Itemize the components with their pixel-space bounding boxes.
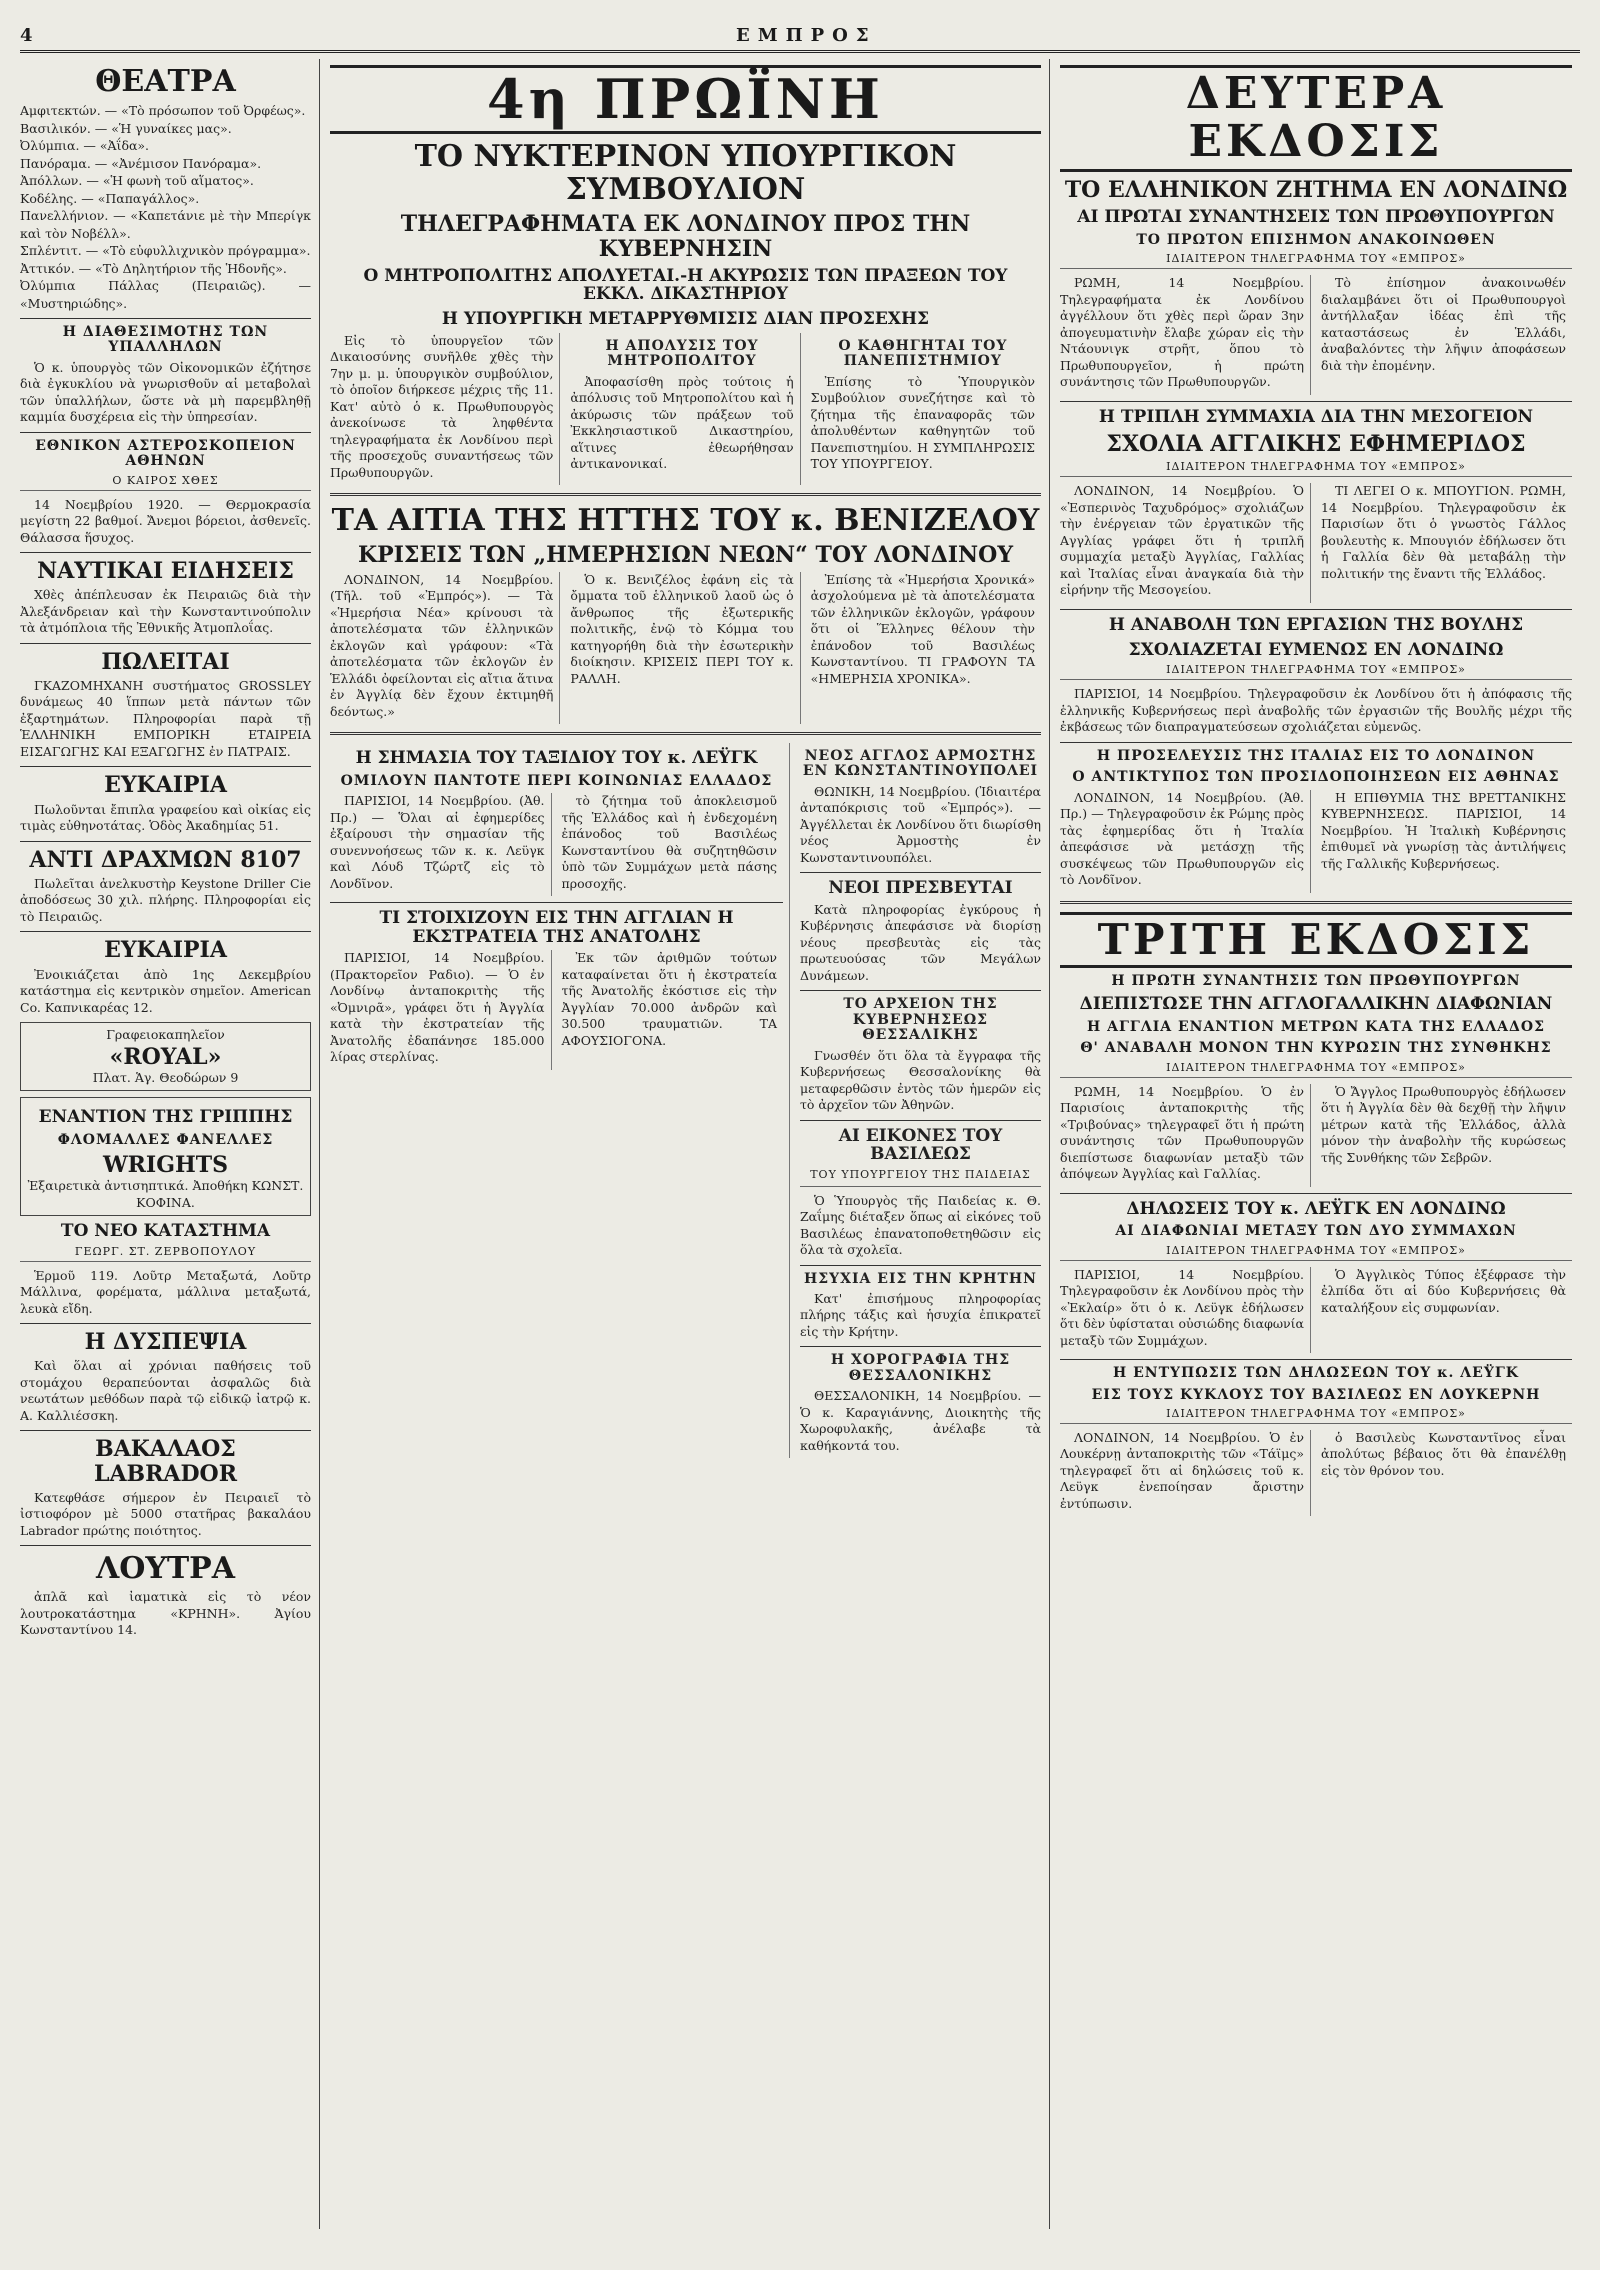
item-heading: Η ΧΟΡΟΓΡΑΦΙΑ ΤΗΣ ΘΕΣΣΑΛΟΝΙΚΗΣ [830,1352,1011,1384]
third-credit: ΙΔΙΑΙΤΕΡΟΝ ΤΗΛΕΓΡΑΦΗΜΑ ΤΟΥ «ΕΜΠΡΟΣ» [1060,1061,1572,1078]
right-column [1060,59,1580,2229]
list-item: Ὀλύμπια. — «Ἀΐδα». [20,138,150,153]
item-heading: ΑΝΤΙ ΔΡΑΧΜΩΝ 8107 [29,846,302,873]
story-credit: ΙΔΙΑΙΤΕΡΟΝ ΤΗΛΕΓΡΑΦΗΜΑ ΤΟΥ «ΕΜΠΡΟΣ» [1060,252,1572,269]
story-text: ΡΩΜΗ, 14 Νοεμβρίου. Ὁ ἐν Παρισίοις ἀνταποκριτὴς τῆς «Τριβούνας» τηλεγραφεῖ ὅτι ἡ πρώτη συνάντησις τῶν Πρωθυπουργῶν διεπίστωσε διαφωνίαν μεταξὺ τῶν ἀπόψεων Ἀγγλίας καὶ Γαλλίας. [1060,1083,1304,1182]
list-item: Βασιλικόν. — «Ἡ γυναίκες μας». [20,120,232,136]
story-text: Ἀποφασίσθη πρὸς τούτοις ἡ ἀπόλυσις τοῦ Μητροπολίτου καὶ ἡ ἀκύρωσις τῶν πράξεων τοῦ Ἐκκλησιαστικοῦ Δικαστηρίου, αἵτινες ἐθεωρήθησαν ἀντικανονικαί. [570,373,794,472]
story-title: ΤΟ ΝΥΚΤΕΡΙΝΟΝ ΥΠΟΥΡΓΙΚΟΝ ΣΥΜΒΟΥΛΙΟΝ [414,139,957,208]
story-text: Ὁ κ. Βενιζέλος ἐφάνη εἰς τὰ ὄμματα τοῦ ἑλληνικοῦ λαοῦ ὡς ὁ ἄνθρωπος τῆς ἐξωτερικῆς πολιτικῆς, ἐνῷ τὸ Κόμμα του κατηγορήθη διὰ τὴν ἐσωτερικὴν διοίκησιν. ΚΡΙΣΕΙΣ ΠΕΡΙ ΤΟΥ κ. ΡΑΛΛΗ. [570,571,794,686]
story-text: ΛΟΝΔΙΝΟΝ, 14 Νοεμβρίου. (Ἀθ. Πρ.) — Τηλεγραφοῦσιν ἐκ Ρώμης πρὸς τὰς ἐφημερίδας ὅτι ἡ Ἰταλία ἀπεφάσισε νὰ μετάσχῃ τῆς συσκέψεως τῶν Πρωθυπουργῶν εἰς τὸ Λονδῖνον. [1060,789,1304,888]
third-deck-2: Θ' ΑΝΑΒΑΛΗ ΜΟΝΟΝ ΤΗΝ ΚΥΡΩΣΙΝ ΤΗΣ ΣΥΝΘΗΚΗΣ [1080,1040,1552,1057]
item-sub: Ο ΚΑΙΡΟΣ ΧΘΕΣ [20,474,311,491]
wrights-ad [20,1097,311,1216]
item-text: ΘΩΝΙΚΗ, 14 Νοεμβρίου. (Ἰδιαιτέρα ἀνταπόκρισις τοῦ «Ἐμπρός»). — Ἀγγέλλεται ἐκ Λονδίνου ὅτι διωρίσθη νέος Ἀρμοστὴς ἐν Κωνσταντινουπόλει. [800,783,1041,865]
item-text: Κατ' ἐπισήμους πληροφορίας πλήρης τάξις καὶ ἡσυχία ἐπικρατεῖ εἰς τὴν Κρήτην. [800,1290,1041,1339]
story-deck-2: Η ΥΠΟΥΡΓΙΚΗ ΜΕΤΑΡΡΥΘΜΙΣΙΣ ΔΙΑΝ ΠΡΟΣΕΧΗΣ [441,309,930,330]
story-text: Ὁ Ἀγγλικὸς Τύπος ἐξέφρασε τὴν ἐλπίδα ὅτι αἱ δύο Κυβερνήσεις θὰ καταλήξουν εἰς συμφωνίαν. [1321,1266,1566,1315]
wrights-heading: ΕΝΑΝΤΙΟΝ ΤΗΣ ΓΡΙΠΠΗΣ [38,1107,293,1127]
triple-subtitle: ΣΧΟΛΙΑ ΑΓΓΛΙΚΗΣ ΕΦΗΜΕΡΙΔΟΣ [1106,431,1526,458]
leygues-body [330,793,783,896]
item-text: ΘΕΣΣΑΛΟΝΙΚΗ, 14 Νοεμβρίου. — Ὁ κ. Καραγιάννης, Διοικητὴς τῆς Χωροφυλακῆς, ἀνέλαβε τὰ καθήκοντά του. [800,1388,1041,1453]
story-text: ΛΟΝΔΙΝΟΝ, 14 Νοεμβρίου. Ὁ ἐν Λουκέρνῃ ἀνταποκριτὴς τῶν «Τάϊμς» τηλεγραφεῖ ὅτι αἱ δηλώσεις τοῦ κ. Λεϋγκ ἐνεποίησαν ἄριστην ἐντύπωσιν. [1060,1429,1304,1511]
declarations-subtitle: ΑΙ ΔΙΑΦΩΝΙΑΙ ΜΕΤΑΞΥ ΤΩΝ ΔΥΟ ΣΥΜΜΑΧΩΝ [1115,1223,1517,1240]
leygues-subtitle: ΟΜΙΛΟΥΝ ΠΑΝΤΟΤΕ ΠΕΡΙ ΚΟΙΝΩΝΙΑΣ ΕΛΛΑΔΟΣ [340,772,773,789]
theatre-heading: ΘΕΑΤΡΑ [95,64,236,99]
italy-body [1060,790,1572,893]
parliament-title: Η ΑΝΑΒΟΛΗ ΤΩΝ ΕΡΓΑΣΙΩΝ ΤΗΣ ΒΟΥΛΗΣ [1108,614,1524,635]
story-text: Ἐκ τῶν ἀριθμῶν τούτων καταφαίνεται ὅτι ἡ ἐκστρατεία τῆς Ἀνατολῆς ἐκόστισε εἰς τὴν Ἀγγλίαν 70.000 ἀνδρῶν καὶ 30.500 τραυματιῶν. ΤΑ ΑΦΟΥΣΙΟΓΟΝΑ. [561,950,777,1048]
story-text: ὁ Βασιλεὺς Κωνσταντῖνος εἶναι ἀπολύτως βέβαιος ὅτι θὰ ἐπανέλθῃ εἰς τὸν θρόνον του. [1321,1429,1566,1478]
impressions-body [1060,1430,1572,1517]
item-text: Ἐνοικιάζεται ἀπὸ 1ης Δεκεμβρίου κατάστημα εἰς κεντρικὸν σημεῖον. American Co. Καπνικαρέας 12. [20,966,311,1015]
story-text: Εἰς τὸ ὑπουργεῖον τῶν Δικαιοσύνης συνῆλθε χθὲς τὴν 7ην μ. μ. ὑπουργικὸν συμβούλιον, τὸ ὁποῖον διήρκεσε μέχρις τῆς 11. Κατ' αὐτὸ ὁ κ. Πρωθυπουργὸς ἀνεκοίνωσε τὰ ληφθέντα τηλεγραφήματα ἐκ Λονδίνου περὶ τῆς προσεχοῦς συναντήσεως τῶν Πρωθυπουργῶν. [330,332,554,480]
italy-title: Η ΠΡΟΣΕΛΕΥΣΙΣ ΤΗΣ ΙΤΑΛΙΑΣ ΕΙΣ ΤΟ ΛΟΝΔΙΝΟΝ [1096,747,1536,764]
item-heading: ΕΘΝΙΚΟΝ ΑΣΤΕΡΟΣΚΟΠΕΙΟΝ ΑΘΗΝΩΝ [35,437,296,470]
list-item: Ἀπόλλων. — «Ἡ φωνὴ τοῦ αἵματος». [20,173,254,188]
story-text: ΛΟΝΔΙΝΟΝ, 14 Νοεμβρίου. (Τῆλ. τοῦ «Ἐμπρός»). — Τὰ «Ἡμερήσια Νέα» κρίνουσι τὰ ἀποτελέσματα τῶν ἑλληνικῶν ἐκλογῶν καὶ γράφουν: «Τὰ ἀποτελέσματα τῶν ἐκλογῶν ἐν Ἑλλάδι ὀφείλονται εἰς αἴτια ἅτινα ἐν Ἀγγλίᾳ δὲν ἔχουν ἐκτιμηθῆ δεόντως.» [330,571,554,719]
list-item: Κοδέλης. — «Παπαγάλλος». [20,190,200,206]
story-subtitle: ΑΙ ΠΡΩΤΑΙ ΣΥΝΑΝΤΗΣΕΙΣ ΤΩΝ ΠΡΩΘΥΠΟΥΡΓΩΝ [1077,206,1555,227]
royal-ad [20,1022,311,1091]
royal-name: «ROYAL» [109,1043,222,1070]
bakalaos-heading: ΒΑΚΑΛΑΟΣ LABRADOR [93,1436,237,1487]
item-heading: ΕΥΚΑΙΡΙΑ [104,937,227,964]
story-body [1060,275,1572,395]
masthead [20,20,1580,53]
store-text: Ἑρμοῦ 119. Λοῦτρ Μεταξωτά, Λοῦτρ Μάλλινα, φορέματα, μάλλινα μεταξωτά, λευκὰ εἴδη. [20,1267,311,1316]
dyspepsia-text: Καὶ ὅλαι αἱ χρόνιαι παθήσεις τοῦ στομάχου θεραπεύονται ἀσφαλῶς διὰ νεωτάτων μεθόδων παρὰ τῷ εἰδικῷ ἰατρῷ κ. Α. Καλλιέσσκη. [20,1358,311,1423]
story-heading: Ο ΚΑΘΗΓΗΤΑΙ ΤΟΥ ΠΑΝΕΠΙΣΤΗΜΙΟΥ [838,337,1008,370]
impressions-subtitle: ΕΙΣ ΤΟΥΣ ΚΥΚΛΟΥΣ ΤΟΥ ΒΑΣΙΛΕΩΣ ΕΝ ΛΟΥΚΕΡΝΗ [1091,1386,1541,1403]
loutra-text: ἀπλᾶ καὶ ἰαματικὰ εἰς τὸ νέον λουτροκατάστημα «ΚΡΗΝΗ». Ἀγίου Κωνσταντίνου 14. [20,1589,311,1638]
store-heading: ΤΟ ΝΕΟ ΚΑΤΑΣΤΗΜΑ [60,1221,271,1242]
third-edition-banner: ΤΡΙΤΗ ΕΚΔΟΣΙΣ [1060,912,1572,968]
third-subtitle: ΔΙΕΠΙΣΤΩΣΕ ΤΗΝ ΑΓΓΛΟΓΑΛΛΙΚΗΝ ΔΙΑΦΩΝΙΑΝ [1079,994,1553,1015]
item-heading: ΝΕΟΙ ΠΡΕΣΒΕΥΤΑΙ [828,878,1013,899]
story-text: Ὁ Ἄγγλος Πρωθυπουργὸς ἐδήλωσεν ὅτι ἡ Ἀγγλία δὲν θὰ δεχθῇ τὴν λῆψιν μέτρων κατὰ τῆς Ἑλλάδος, ἀλλὰ μόνον τὴν ἀναβολὴν τῆς κυρώσεως τῆς Συνθήκης τῶν Σεβρῶν. [1321,1083,1566,1165]
item-heading: ΗΣΥΧΙΑ ΕΙΣ ΤΗΝ ΚΡΗΤΗΝ [804,1270,1037,1287]
item-text: Χθὲς ἀπέπλευσαν ἐκ Πειραιῶς διὰ τὴν Ἀλεξάνδρειαν καὶ τὴν Κωνσταντινούπολιν τὰ ἀτμόπλοια τῆς Ἐθνικῆς Ἀτμοπλοΐας. [20,587,311,636]
story-title: ΤΟ ΕΛΛΗΝΙΚΟΝ ΖΗΤΗΜΑ ΕΝ ΛΟΝΔΙΝΩ [1064,176,1568,203]
list-item: Πανόραμα. — «Ἀνέμισον Πανόραμα». [20,155,262,171]
third-body [1060,1084,1572,1187]
item-text: Πωλεῖται ἀνελκυστὴρ Keystone Driller Cie ἀποδόσεως 30 χιλ. πλήρης. Πληροφορίαι εἰς τὸ Πειραιῶς. [20,875,311,924]
story-body [330,333,1041,486]
second-edition-banner: ΔΕΥΤΕΡΑ ΕΚΔΟΣΙΣ [1060,65,1572,172]
item-text: Πωλοῦνται ἔπιπλα γραφείου καὶ οἰκίας εἰς τιμὰς εὐθηνοτάτας. Ὁδὸς Ἀκαδημίας 51. [20,801,311,834]
story-text: Ἐπίσης τὸ Ὑπουργικὸν Συμβούλιον συνεζήτησε καὶ τὸ ζήτημα τῆς ἐπαναφορᾶς τῶν ἀπολυθέντων καθηγητῶν τοῦ Πανεπιστημίου. Η ΣΥΜΠΛΗΡΩΣΙΣ ΤΟΥ ΥΠΟΥΡΓΕΙΟΥ. [810,373,1035,472]
story-text: ΠΑΡΙΣΙΟΙ, 14 Νοεμβρίου. (Πρακτορεῖον Ραδιο). — Ὁ ἐν Λονδίνῳ ἀνταποκριτὴς τῆς «Ὀμνιρᾶ», γράφει ὅτι ἡ Ἀγγλία κατὰ τὴν ἐκστρατείαν τῆς Ἀνατολῆς ἐδαπάνησε 185.000 λίρας στερλίνας. [330,950,545,1065]
story-heading: Η ΑΠΟΛΥΣΙΣ ΤΟΥ ΜΗΤΡΟΠΟΛΙΤΟΥ [605,337,759,370]
anatoli-title: ΤΙ ΣΤΟΙΧΙΖΟΥΝ ΕΙΣ ΤΗΝ ΑΓΓΛΙΑΝ Η ΕΚΣΤΡΑΤΕΙΑ ΤΗΣ ΑΝΑΤΟΛΗΣ [379,908,734,947]
item-heading: ΝΑΥΤΙΚΑΙ ΕΙΔΗΣΕΙΣ [37,558,294,585]
declarations-body [1060,1267,1572,1354]
wrights-text: Ἐξαιρετικὰ ἀντισηπτικά. Ἀποθήκη ΚΩΝΣΤ. ΚΟΦΙΝΑ. [27,1178,304,1210]
story-text: ΤΙ ΛΕΓΕΙ Ο κ. ΜΠΟΥΓΙΟΝ. ΡΩΜΗ, 14 Νοεμβρίου. Τηλεγραφοῦσιν ἐκ Παρισίων ὅτι ὁ γνωστὸς Γάλλος βουλευτὴς κ. Μπουγιόν ἐδήλωσεν ὅτι ἡ Γαλλία δὲν θὰ μεταβάλῃ τὴν πολιτικήν της ἔναντι τῆς Ἑλλάδος. [1321,483,1566,581]
anatoli-body [330,950,783,1070]
wrights-brand: WRIGHTS [102,1152,229,1179]
list-item: Σπλέντιτ. — «Τὸ εὐφυλλιχνικὸν πρόγραμμα». [20,243,311,258]
item-heading: ΠΩΛΕΙΤΑΙ [101,648,230,675]
triple-credit: ΙΔΙΑΙΤΕΡΟΝ ΤΗΛΕΓΡΑΦΗΜΑ ΤΟΥ «ΕΜΠΡΟΣ» [1060,460,1572,477]
declarations-credit: ΙΔΙΑΙΤΕΡΟΝ ΤΗΛΕΓΡΑΦΗΜΑ ΤΟΥ «ΕΜΠΡΟΣ» [1060,1244,1572,1261]
item-text: Ὁ Ὑπουργὸς τῆς Παιδείας κ. Θ. Ζαΐμης διέταξεν ὅπως αἱ εἰκόνες τοῦ Βασιλέως ἐπανατοποθετηθῶσιν εἰς ὅλα τὰ σχολεῖα. [800,1192,1041,1258]
impressions-credit: ΙΔΙΑΙΤΕΡΟΝ ΤΗΛΕΓΡΑΦΗΜΑ ΤΟΥ «ΕΜΠΡΟΣ» [1060,1407,1572,1424]
item-sub: ΤΟΥ ΥΠΟΥΡΓΕΙΟΥ ΤΗΣ ΠΑΙΔΕΙΑΣ [800,1168,1041,1187]
italy-subtitle: Ο ΑΝΤΙΚΤΥΠΟΣ ΤΩΝ ΠΡΟΣΙΔΟΠΟΙΗΣΕΩΝ ΕΙΣ ΑΘΗΝΑΣ [1072,769,1560,786]
royal-kicker: Γραφειοκαπηλεῖον [106,1027,225,1042]
story-text: τὸ ζήτημα τοῦ ἀποκλεισμοῦ τῆς Ἑλλάδος καὶ ἡ ἐνδεχομένη ἐπάνοδος τοῦ Βασιλέως Κωνσταντίνου θὰ συζητηθῶσιν ὑπὸ τῶν Συμμάχων μετὰ πάσης προσοχῆς. [561,793,777,891]
list-item: Ἀττικόν. — «Τὸ Δηλητήριον τῆς Ἡδονῆς». [20,260,287,276]
third-deck: Η ΑΓΓΛΙΑ ΕΝΑΝΤΙΟΝ ΜΕΤΡΩΝ ΚΑΤΑ ΤΗΣ ΕΛΛΑΔΟΣ [1086,1018,1545,1035]
story-text: ΠΑΡΙΣΙΟΙ, 14 Νοεμβρίου. (Ἀθ. Πρ.) — Ὅλαι αἱ ἐφημερίδες ἐξαίρουσι τὴν σημασίαν τῆς συνεννοήσεως τῶν κ. κ. Λεϋγκ καὶ Λόυδ Τζώρτζ εἰς τὸ Λονδῖνον. [330,793,545,891]
parliament-subtitle: ΣΧΟΛΙΑΖΕΤΑΙ ΕΥΜΕΝΩΣ ΕΝ ΛΟΝΔΙΝΩ [1128,639,1504,660]
newspaper-page [20,20,1580,2230]
royal-addr: Πλατ. Ἁγ. Θεοδώρων 9 [92,1069,239,1085]
story-text: ΡΩΜΗ, 14 Νοεμβρίου. Τηλεγραφήματα ἐκ Λονδίνου ἀγγέλλουν ὅτι χθὲς περὶ ὥραν 3ην ἀπογευματινὴν ἔλαβε χώραν εἰς τὴν Ντάουνιγκ στρῆτ, ὅπου τὸ Πρωθυπουργεῖον, ἡ πρώτη συνάντησις τῶν Πρωθυπουργῶν. [1060,275,1304,390]
triple-title: Η ΤΡΙΠΛΗ ΣΥΜΜΑΧΙΑ ΔΙΑ ΤΗΝ ΜΕΣΟΓΕΙΟΝ [1098,406,1534,427]
venizelos-subtitle: ΚΡΙΣΕΙΣ ΤΩΝ „ΗΜΕΡΗΣΙΩΝ ΝΕΩΝ“ ΤΟΥ ΛΟΝΔΙΝΟΥ [357,542,1014,569]
story-text: Ἐπίσης τὰ «Ἡμερήσια Χρονικά» ἀσχολούμενα μὲ τὰ ἀποτελέσματα τῶν ἑλληνικῶν ἐκλογῶν, γράφουν ὅτι οἱ Ἕλληνες θέλουν τὴν ἐπάνοδον τοῦ Βασιλέως Κωνσταντίνου. ΤΙ ΓΡΑΦΟΥΝ ΤΑ «ΗΜΕΡΗΣΙΑ ΧΡΟΝΙΚΑ». [810,571,1035,686]
paper-name: ΕΜΠΡΟΣ [735,24,877,46]
story-deck: Ο ΜΗΤΡΟΠΟΛΙΤΗΣ ΑΠΟΛΥΕΤΑΙ.-Η ΑΚΥΡΩΣΙΣ ΤΩΝ ΠΡΑΞΕΩΝ ΤΟΥ ΕΚΚΛ. ΔΙΚΑΣΤΗΡΙΟΥ [363,265,1008,305]
page-number: 4 [20,24,33,46]
item-text: Κατὰ πληροφορίας ἐγκύρους ἡ Κυβέρνησις ἀπεφάσισε νὰ διορίσῃ νέους πρεσβευτὰς εἰς τὰς πρωτευούσας τῶν Μεγάλων Δυνάμεων. [800,901,1041,983]
story-text: ΠΑΡΙΣΙΟΙ, 14 Νοεμβρίου. Τηλεγραφοῦσιν ἐκ Λονδίνου πρὸς τὴν «Ἐκλαίρ» ὅτι ὁ κ. Λεϋγκ ἐδήλωσεν ὅτι δὲν ὑφίσταται οὐσιώδης διαφωνία μεταξὺ τῶν Συμμάχων. [1060,1266,1304,1348]
small-items [800,743,1041,1458]
item-text: 14 Νοεμβρίου 1920. — Θερμοκρασία μεγίστη 22 βαθμοί. Ἄνεμοι βόρειοι, ἀσθενεῖς. Θάλασσα ἥσυχος. [20,496,311,545]
center-column [330,59,1050,2229]
story-text: Τὸ ἐπίσημον ἀνακοινωθέν διαλαμβάνει ὅτι οἱ Πρωθυπουργοὶ ἀντήλλαξαν ἰδέας ἐπὶ τῆς καταστάσεως ἐν Ἑλλάδι, ἀναβαλόντες τὴν λῆψιν ἀποφάσεων διὰ τὴν ἐπομένην. [1321,275,1566,373]
list-item: Αμφιτεκτών. — «Τὸ πρόσωπον τοῦ Ὀρφέως». [20,103,306,118]
item-heading: ΤΟ ΑΡΧΕΙΟΝ ΤΗΣ ΚΥΒΕΡΝΗΣΕΩΣ ΘΕΣΣΑΛΙΚΗΣ [843,996,998,1044]
story-deck: ΤΟ ΠΡΩΤΟΝ ΕΠΙΣΗΜΟΝ ΑΝΑΚΟΙΝΩΘΕΝ [1136,231,1496,248]
story-subtitle: ΤΗΛΕΓΡΑΦΗΜΑΤΑ ΕΚ ΛΟΝΔΙΝΟΥ ΠΡΟΣ ΤΗΝ ΚΥΒΕΡΝΗΣΙΝ [400,211,971,262]
item-text: ΓΚΑΖΟΜΗΧΑΝΗ συστήματος GROSSLEY δυνάμεως 40 ἵππων μετὰ πάντων τῶν ἐξαρτημάτων. Πληροφορίαι παρὰ τῇ ἙΛΛΗΝΙΚΗ ΕΜΠΟΡΙΚΗ ΕΤΑΙΡΕΙΑ ΕΙΣΑΓΩΓΗΣ ΚΑΙ ΕΞΑΓΩΓΗΣ ἐν ΠΑΤΡΑΙΣ. [20,677,311,759]
item-text: Γνωσθέν ὅτι ὅλα τὰ ἔγγραφα τῆς Κυβερνήσεως Θεσσαλονίκης θὰ μεταφερθῶσιν ἐντὸς τῶν ἡμερῶν εἰς τὸ ἀρχεῖον τῶν Ἀθηνῶν. [800,1047,1041,1113]
theatre-list [20,102,311,312]
item-heading: Η ΔΙΑΘΕΣΙΜΟΤΗΣ ΤΩΝ ΥΠΑΛΛΗΛΩΝ [62,324,269,356]
triple-body [1060,483,1572,603]
loutra-heading: ΛΟΥΤΡΑ [96,1551,235,1587]
story-text: ΠΑΡΙΣΙΟΙ, 14 Νοεμβρίου. Τηλεγραφοῦσιν ἐκ Λονδίνου ὅτι ἡ ἀπόφασις τῆς ἑλληνικῆς Κυβερνήσεως περὶ ἀναβολῆς τῶν ἐργασιῶν τῆς Βουλῆς μέχρι τῆς ἐκβάσεως τῶν διαπραγματεύσεων σχολιάζεται εὐμενῶς. [1060,686,1572,735]
list-item: Ὀλύμπια Πάλλας (Πειραιῶς). — «Μυστηριώδης». [20,278,311,311]
third-title: Η ΠΡΩΤΗ ΣΥΝΑΝΤΗΣΙΣ ΤΩΝ ΠΡΩΘΥΠΟΥΡΓΩΝ [1111,972,1521,989]
leygues-title: Η ΣΗΜΑΣΙΑ ΤΟΥ ΤΑΞΙΔΙΟΥ ΤΟΥ κ. ΛΕΫΓΚ [355,748,758,769]
dyspepsia-heading: Η ΔΥΣΠΕΨΙΑ [84,1329,247,1356]
left-column [20,59,320,2229]
item-heading: ΕΥΚΑΙΡΙΑ [104,772,227,799]
story-text: ΛΟΝΔΙΝΟΝ, 14 Νοεμβρίου. Ὁ «Ἑσπερινὸς Ταχυδρόμος» σχολιάζων τὴν ἐνέργειαν τῶν ἐργατικῶν τῆς Αγγλίας γράφει ὅτι ἡ τριπλῆ συμμαχία μεταξὺ Ἀγγλίας, Γαλλίας καὶ Ἰταλίας εἶναι ἀναγκαία διὰ τὴν εἰρήνην τῆς Μεσογείου. [1060,483,1304,598]
declarations-title: ΔΗΛΩΣΕΙΣ ΤΟΥ κ. ΛΕΫΓΚ ΕΝ ΛΟΝΔΙΝΩ [1126,1198,1506,1219]
item-heading: ΑΙ ΕΙΚΟΝΕΣ ΤΟΥ ΒΑΣΙΛΕΩΣ [838,1125,1003,1165]
bakalaos-text: Κατεφθάσε σήμερον ἐν Πειραιεῖ τὸ ἰστιοφόρον μὲ 5000 στατῆρας βακαλάου Labrador πρώτης ποιότητος. [20,1489,311,1538]
story-text: Η ΕΠΙΘΥΜΙΑ ΤΗΣ ΒΡΕΤΤΑΝΙΚΗΣ ΚΥΒΕΡΝΗΣΕΩΣ. ΠΑΡΙΣΙΟΙ, 14 Νοεμβρίου. Ἡ Ἰταλικὴ Κυβέρνησις ἐπιθυμεῖ νὰ γνωρίσῃ τὰς ἀντιλήψεις τῆς Γαλλικῆς Κυβερνήσεως. [1321,789,1566,871]
store-sub: ΓΕΩΡΓ. ΣΤ. ΖΕΡΒΟΠΟΥΛΟΥ [20,1245,311,1262]
parliament-credit: ΙΔΙΑΙΤΕΡΟΝ ΤΗΛΕΓΡΑΦΗΜΑ ΤΟΥ «ΕΜΠΡΟΣ» [1060,663,1572,680]
item-text: Ὁ κ. ὑπουργὸς τῶν Οἰκονομικῶν ἐζήτησε διὰ ἐγκυκλίου νὰ γνωρισθοῦν αἱ μεταβολαὶ τῶν ὑπαλλήλων, ὥστε νὰ μὴ παρεμβληθῇ καμμία δυσχέρεια εἰς τὴν ὑπηρεσίαν. [20,359,311,425]
wrights-sub: ΦΛΟΜΑΛΛΕΣ ΦΑΝΕΛΛΕΣ [57,1131,274,1148]
venizelos-body [330,572,1041,725]
edition-banner: 4η ΠΡΩΪΝΗ [330,65,1041,134]
impressions-title: Η ΕΝΤΥΠΩΣΙΣ ΤΩΝ ΔΗΛΩΣΕΩΝ ΤΟΥ κ. ΛΕΫΓΚ [1113,1365,1519,1382]
venizelos-title: ΤΑ ΑΙΤΙΑ ΤΗΣ ΗΤΤΗΣ ΤΟΥ κ. ΒΕΝΙΖΕΛΟΥ [331,503,1040,539]
list-item: Πανελλήνιον. — «Καπετάνιε μὲ τὴν Μπερίγκ καὶ τὸν Νοβέλλ». [20,208,311,241]
item-heading: ΝΕΟΣ ΑΓΓΛΟΣ ΑΡΜΟΣΤΗΣ ΕΝ ΚΩΝΣΤΑΝΤΙΝΟΥΠΟΛΕΙ [802,748,1039,780]
